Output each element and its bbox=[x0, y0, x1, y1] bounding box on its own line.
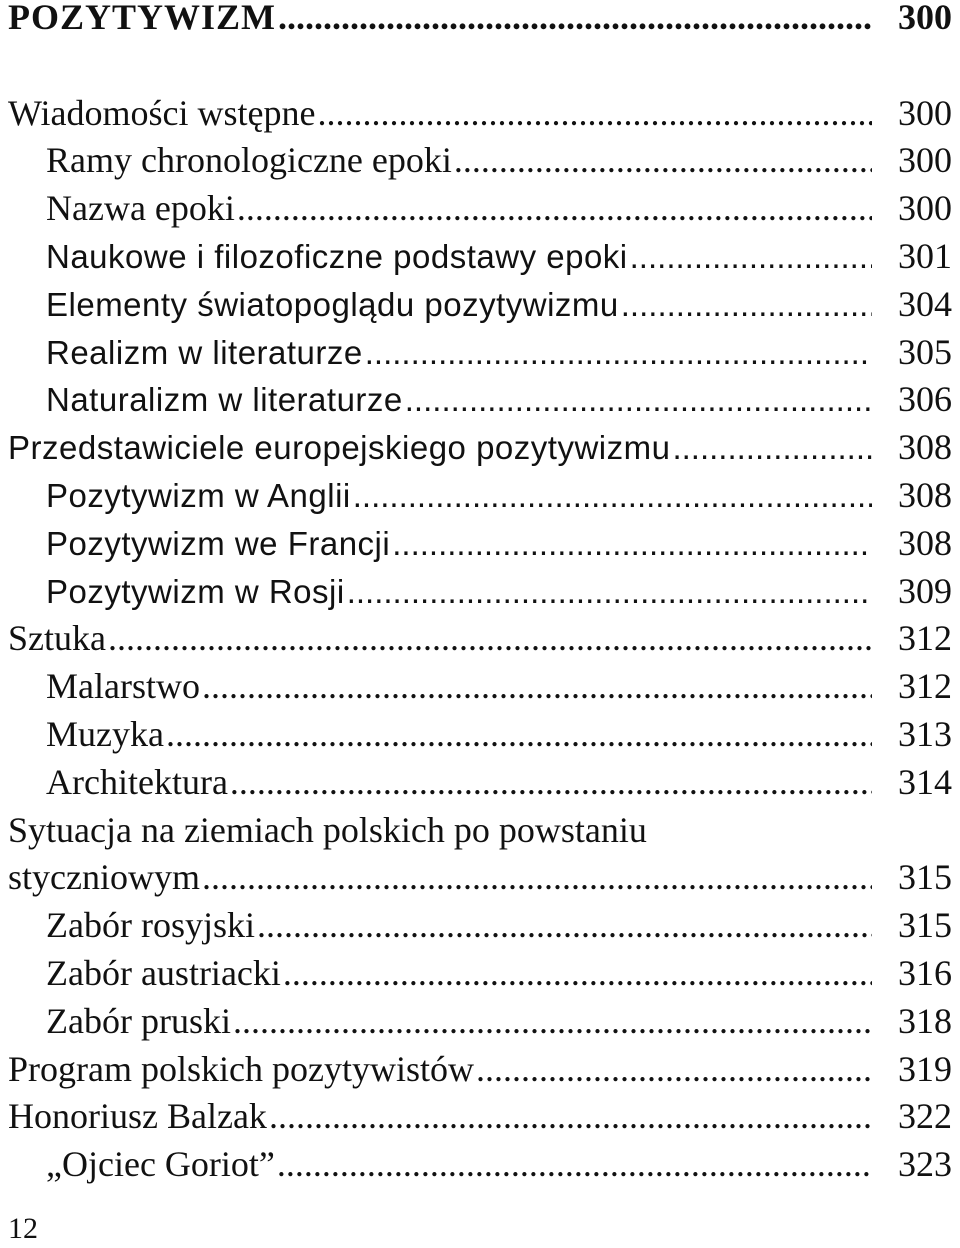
dot-leader bbox=[365, 329, 872, 377]
toc-page: 308 bbox=[898, 427, 952, 468]
toc-title: Architektura bbox=[46, 761, 228, 802]
toc-title: Wiadomości wstępne bbox=[8, 92, 316, 133]
toc-page: 300 bbox=[898, 140, 952, 181]
toc-page: 304 bbox=[898, 283, 952, 324]
toc-title: Zabór rosyjski bbox=[46, 905, 255, 946]
toc-entry bbox=[8, 663, 952, 711]
toc-entry bbox=[8, 998, 952, 1046]
toc-title: Ramy chronologiczne epoki bbox=[46, 140, 452, 181]
dot-leader bbox=[621, 281, 872, 329]
toc-title: Elementy światopoglądu pozytywizmu bbox=[46, 285, 619, 323]
dot-leader bbox=[108, 615, 872, 663]
dot-leader bbox=[278, 0, 872, 42]
toc-page: 309 bbox=[898, 570, 952, 611]
table-of-contents bbox=[8, 0, 952, 1189]
toc-entry bbox=[8, 424, 952, 472]
toc-page: 306 bbox=[898, 379, 952, 420]
toc-title: POZYTYWIZM bbox=[8, 0, 277, 37]
toc-entry bbox=[8, 950, 952, 998]
toc-title: Program polskich pozytywistów bbox=[8, 1048, 474, 1089]
toc-title: „Ojciec Goriot” bbox=[46, 1144, 275, 1185]
toc-title: Sztuka bbox=[8, 618, 106, 659]
toc-page: 316 bbox=[898, 952, 952, 993]
toc-entry-line1 bbox=[8, 807, 952, 855]
toc-title: Honoriusz Balzak bbox=[8, 1096, 267, 1137]
dot-leader bbox=[277, 1141, 872, 1189]
toc-title: Przedstawiciele europejskiego pozytywizmu bbox=[8, 429, 671, 467]
dot-leader bbox=[476, 1046, 872, 1094]
toc-page: 300 bbox=[898, 188, 952, 229]
dot-leader bbox=[630, 233, 872, 281]
toc-title: Zabór austriacki bbox=[46, 952, 281, 993]
dot-leader bbox=[283, 950, 872, 998]
toc-page: 313 bbox=[898, 713, 952, 754]
toc-chapter-heading bbox=[8, 0, 952, 42]
dot-leader bbox=[672, 424, 872, 472]
toc-entry bbox=[8, 233, 952, 281]
toc-entry bbox=[8, 281, 952, 329]
dot-leader bbox=[257, 902, 872, 950]
toc-page: 323 bbox=[898, 1144, 952, 1185]
toc-entry bbox=[8, 902, 952, 950]
toc-entry bbox=[8, 1141, 952, 1189]
toc-entry bbox=[8, 568, 952, 616]
toc-entry-line2 bbox=[8, 854, 952, 902]
toc-page: 312 bbox=[898, 666, 952, 707]
dot-leader bbox=[317, 90, 872, 138]
toc-page: 308 bbox=[898, 522, 952, 563]
dot-leader bbox=[233, 998, 872, 1046]
toc-page: 318 bbox=[898, 1000, 952, 1041]
dot-leader bbox=[202, 854, 872, 902]
toc-title: Naturalizm w literaturze bbox=[46, 381, 403, 419]
dot-leader bbox=[454, 137, 872, 185]
toc-page: 315 bbox=[898, 857, 952, 898]
toc-entry bbox=[8, 520, 952, 568]
toc-entry bbox=[8, 137, 952, 185]
toc-page: 315 bbox=[898, 905, 952, 946]
dot-leader bbox=[237, 185, 872, 233]
toc-page: 300 bbox=[898, 92, 952, 133]
toc-title: Muzyka bbox=[46, 713, 164, 754]
toc-entry bbox=[8, 1046, 952, 1094]
toc-page: 308 bbox=[898, 474, 952, 515]
toc-entry bbox=[8, 90, 952, 138]
dot-leader bbox=[347, 568, 872, 616]
toc-entry bbox=[8, 759, 952, 807]
toc-entry bbox=[8, 711, 952, 759]
dot-leader bbox=[269, 1093, 872, 1141]
toc-title: Pozytywizm w Rosji bbox=[46, 572, 345, 610]
dot-leader bbox=[392, 520, 872, 568]
dot-leader bbox=[166, 711, 872, 759]
toc-title: Zabór pruski bbox=[46, 1000, 231, 1041]
dot-leader bbox=[353, 472, 872, 520]
toc-entry bbox=[8, 185, 952, 233]
toc-title: Pozytywizm w Anglii bbox=[46, 476, 351, 514]
toc-title: styczniowym bbox=[8, 857, 200, 898]
toc-title: Nazwa epoki bbox=[46, 188, 235, 229]
page-number: 12 bbox=[8, 1212, 38, 1245]
toc-page: 300 bbox=[898, 0, 952, 37]
toc-entry bbox=[8, 472, 952, 520]
toc-page: 305 bbox=[898, 331, 952, 372]
toc-title: Naukowe i filozoficzne podstawy epoki bbox=[46, 237, 628, 275]
toc-title: Realizm w literaturze bbox=[46, 333, 363, 371]
dot-leader bbox=[405, 376, 872, 424]
toc-title: Malarstwo bbox=[46, 666, 200, 707]
dot-leader bbox=[230, 759, 872, 807]
toc-title: Sytuacja na ziemiach polskich po powstaniu bbox=[8, 809, 647, 850]
toc-entry bbox=[8, 376, 952, 424]
toc-page: 322 bbox=[898, 1096, 952, 1137]
toc-page: 319 bbox=[898, 1048, 952, 1089]
dot-leader bbox=[202, 663, 872, 711]
toc-page: 314 bbox=[898, 761, 952, 802]
toc-title: Pozytywizm we Francji bbox=[46, 524, 391, 562]
toc-entry bbox=[8, 1093, 952, 1141]
toc-entry bbox=[8, 329, 952, 377]
toc-page: 301 bbox=[898, 235, 952, 276]
toc-entry bbox=[8, 615, 952, 663]
toc-page: 312 bbox=[898, 618, 952, 659]
